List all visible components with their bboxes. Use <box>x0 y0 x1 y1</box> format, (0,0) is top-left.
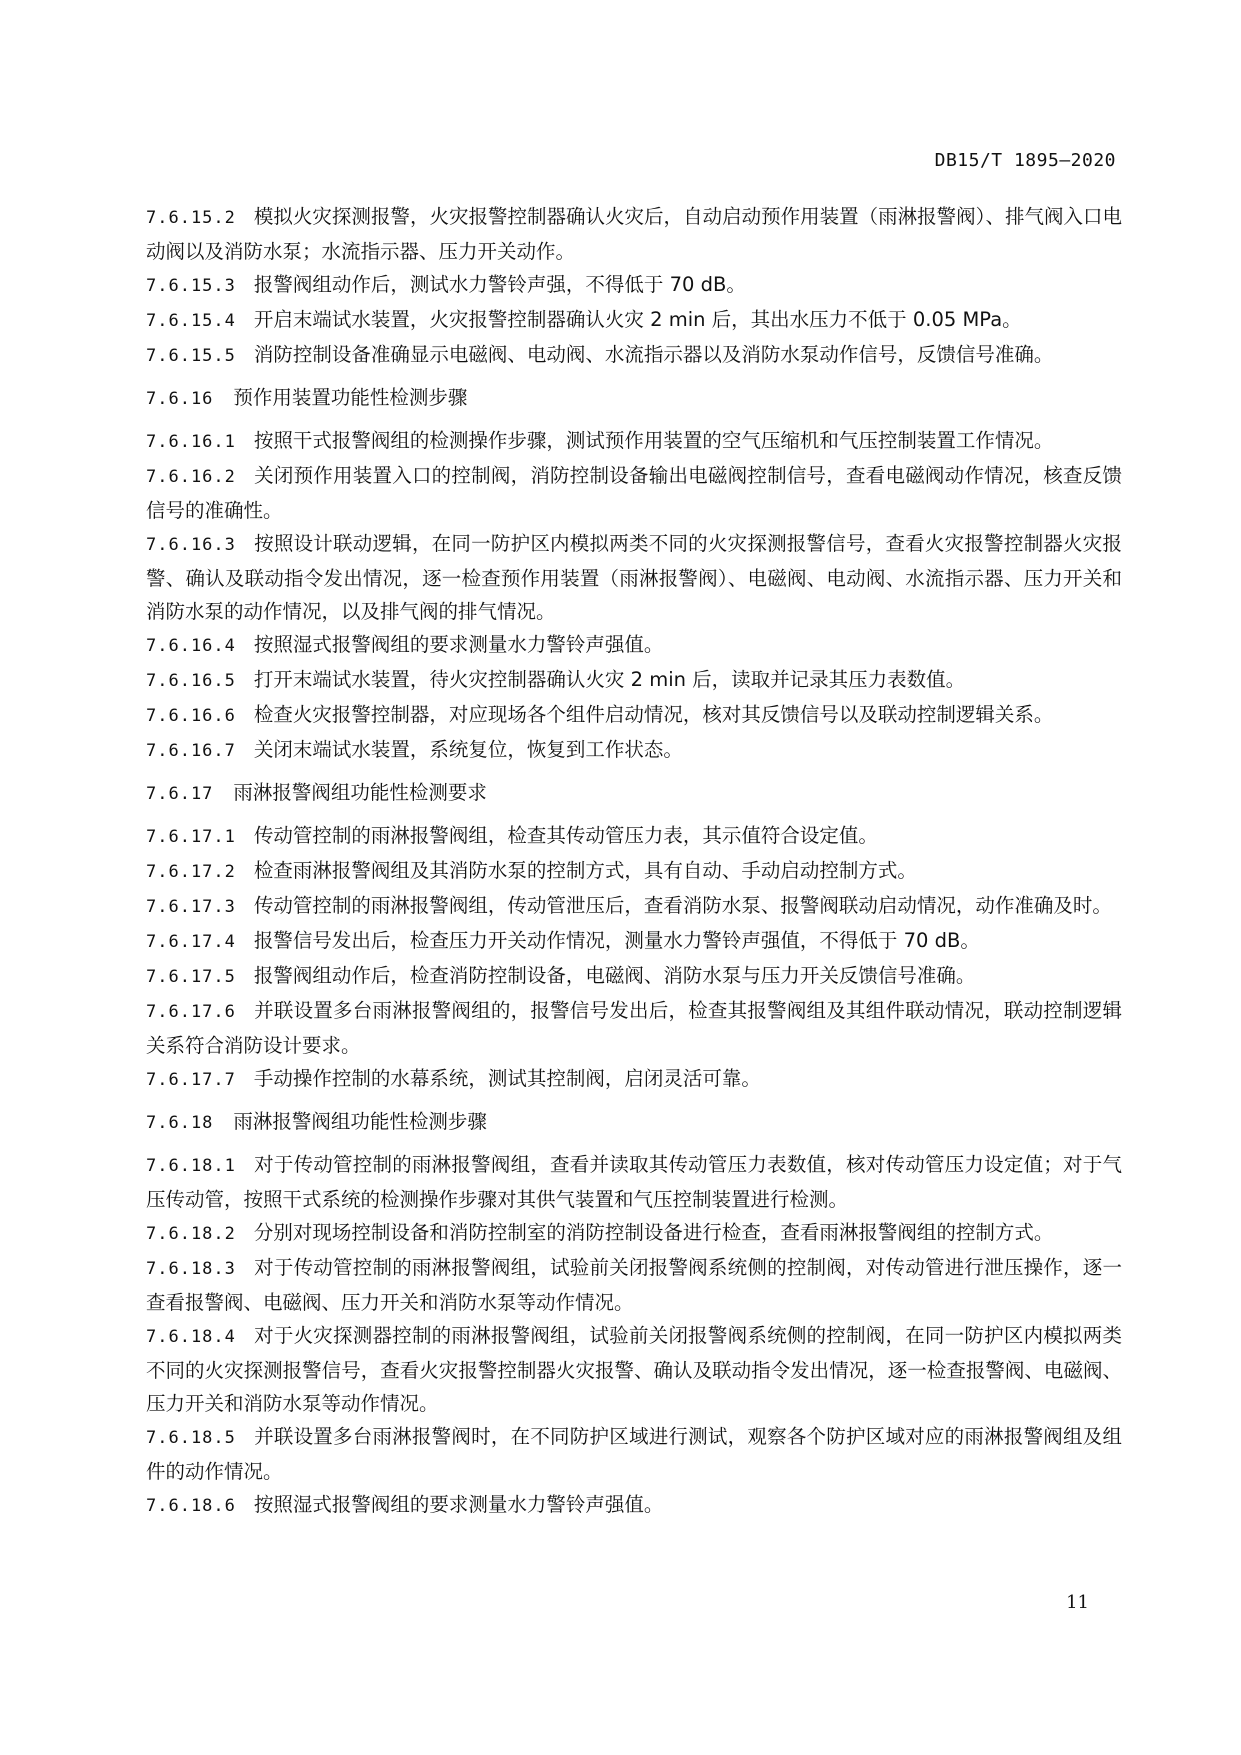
clause-number: 7.6.18.6 <box>146 1496 236 1516</box>
clause-number: 7.6.15.2 <box>146 208 236 228</box>
clause-paragraph <box>146 994 1122 1062</box>
section-heading <box>146 1105 1122 1140</box>
clause-text: 消防控制设备准确显示电磁阀、电动阀、水流指示器以及消防水泵动作信号，反馈信号准确。 <box>253 343 1054 366</box>
clause-text: 对于传动管控制的雨淋报警阀组，试验前关闭报警阀系统侧的控制阀，对传动管进行泄压操作，逐一查看报警阀、电磁阀、压力开关和消防水泵等动作情况。 <box>146 1256 1122 1314</box>
clause-number: 7.6.17.3 <box>146 897 236 917</box>
clause-number: 7.6.17 <box>146 784 214 804</box>
clause-text: 按照湿式报警阀组的要求测量水力警铃声强值。 <box>253 1493 664 1516</box>
clause-text: 关闭末端试水装置，系统复位，恢复到工作状态。 <box>253 738 683 761</box>
clause-text: 对于火灾探测器控制的雨淋报警阀组，试验前关闭报警阀系统侧的控制阀，在同一防护区内模拟两类不同的火灾探测报警信号，查看火灾报警控制器火灾报警、确认及联动指令发出情况，逐一检查报警阀、电磁阀、压力开关和消防水泵等动作情况。 <box>146 1324 1122 1415</box>
clause-text: 手动操作控制的水幕系统，测试其控制阀，启闭灵活可靠。 <box>253 1067 761 1090</box>
clause-number: 7.6.17.2 <box>146 862 236 882</box>
section-heading <box>146 381 1122 416</box>
clause-number: 7.6.16.6 <box>146 706 236 726</box>
clause-number: 7.6.18.3 <box>146 1259 236 1279</box>
clause-text: 检查雨淋报警阀组及其消防水泵的控制方式，具有自动、手动启动控制方式。 <box>253 859 917 882</box>
clause-number: 7.6.17.4 <box>146 932 236 952</box>
page-number: 11 <box>1066 1592 1089 1613</box>
clause-paragraph <box>146 1216 1122 1251</box>
clause-number: 7.6.16.5 <box>146 671 236 691</box>
clause-number: 7.6.16.2 <box>146 467 236 487</box>
clause-text: 并联设置多台雨淋报警阀组的，报警信号发出后，检查其报警阀组及其组件联动情况，联动控制逻辑关系符合消防设计要求。 <box>146 999 1122 1057</box>
clause-paragraph <box>146 1062 1122 1097</box>
clause-paragraph <box>146 1488 1122 1523</box>
clause-text: 传动管控制的雨淋报警阀组，检查其传动管压力表，其示值符合设定值。 <box>253 824 878 847</box>
clause-paragraph <box>146 459 1122 527</box>
clause-number: 7.6.18.5 <box>146 1428 236 1448</box>
section-heading <box>146 776 1122 811</box>
clause-text: 报警信号发出后，检查压力开关动作情况，测量水力警铃声强值，不得低于 70 dB。 <box>253 929 980 952</box>
clause-paragraph <box>146 698 1122 733</box>
clause-paragraph <box>146 200 1122 268</box>
clause-paragraph <box>146 1251 1122 1319</box>
clause-paragraph <box>146 527 1122 628</box>
clause-paragraph <box>146 268 1122 303</box>
clause-number: 7.6.16 <box>146 389 214 409</box>
clause-paragraph <box>146 959 1122 994</box>
clause-text: 检查火灾报警控制器，对应现场各个组件启动情况，核对其反馈信号以及联动控制逻辑关系。 <box>253 703 1054 726</box>
clause-paragraph <box>146 1319 1122 1420</box>
clause-number: 7.6.15.4 <box>146 311 236 331</box>
clause-text: 关闭预作用装置入口的控制阀，消防控制设备输出电磁阀控制信号，查看电磁阀动作情况，核查反馈信号的准确性。 <box>146 464 1122 522</box>
clause-paragraph <box>146 628 1122 663</box>
clause-paragraph <box>146 854 1122 889</box>
clause-text: 报警阀组动作后，检查消防控制设备，电磁阀、消防水泵与压力开关反馈信号准确。 <box>253 964 976 987</box>
clause-number: 7.6.15.3 <box>146 276 236 296</box>
clause-text: 按照湿式报警阀组的要求测量水力警铃声强值。 <box>253 633 664 656</box>
clause-number: 7.6.16.4 <box>146 636 236 656</box>
clause-text: 并联设置多台雨淋报警阀时，在不同防护区域进行测试，观察各个防护区域对应的雨淋报警阀组及组件的动作情况。 <box>146 1425 1122 1483</box>
clause-text: 模拟火灾探测报警，火灾报警控制器确认火灾后，自动启动预作用装置（雨淋报警阀）、排气阀入口电动阀以及消防水泵；水流指示器、压力开关动作。 <box>146 205 1122 263</box>
clause-paragraph <box>146 924 1122 959</box>
clause-text: 报警阀组动作后，测试水力警铃声强，不得低于 70 dB。 <box>253 273 746 296</box>
clause-text: 传动管控制的雨淋报警阀组，传动管泄压后，查看消防水泵、报警阀联动启动情况，动作准确及时。 <box>253 894 1112 917</box>
document-body <box>146 200 1122 1523</box>
clause-paragraph <box>146 303 1122 338</box>
heading-text: 雨淋报警阀组功能性检测要求 <box>233 781 487 804</box>
clause-number: 7.6.18.4 <box>146 1327 236 1347</box>
clause-paragraph <box>146 338 1122 373</box>
clause-number: 7.6.18.2 <box>146 1224 236 1244</box>
clause-number: 7.6.17.6 <box>146 1002 236 1022</box>
clause-paragraph <box>146 1420 1122 1488</box>
document-id-header: DB15/T 1895—2020 <box>934 150 1116 171</box>
clause-text: 打开末端试水装置，待火灾控制器确认火灾 2 min 后，读取并记录其压力表数值。 <box>253 668 966 691</box>
clause-number: 7.6.16.7 <box>146 741 236 761</box>
clause-number: 7.6.16.3 <box>146 535 236 555</box>
clause-number: 7.6.18.1 <box>146 1156 236 1176</box>
clause-number: 7.6.17.7 <box>146 1070 236 1090</box>
clause-text: 按照设计联动逻辑，在同一防护区内模拟两类不同的火灾探测报警信号，查看火灾报警控制器火灾报警、确认及联动指令发出情况，逐一检查预作用装置（雨淋报警阀）、电磁阀、电动阀、水流指示器、压力开关和消防水泵的动作情况，以及排气阀的排气情况。 <box>146 532 1122 623</box>
clause-paragraph <box>146 663 1122 698</box>
clause-text: 对于传动管控制的雨淋报警阀组，查看并读取其传动管压力表数值，核对传动管压力设定值；对于气压传动管，按照干式系统的检测操作步骤对其供气装置和气压控制装置进行检测。 <box>146 1153 1122 1211</box>
clause-paragraph <box>146 1148 1122 1216</box>
clause-text: 分别对现场控制设备和消防控制室的消防控制设备进行检查，查看雨淋报警阀组的控制方式。 <box>253 1221 1054 1244</box>
clause-text: 按照干式报警阀组的检测操作步骤，测试预作用装置的空气压缩机和气压控制装置工作情况。 <box>253 429 1054 452</box>
heading-text: 预作用装置功能性检测步骤 <box>233 386 468 409</box>
clause-paragraph <box>146 819 1122 854</box>
clause-number: 7.6.15.5 <box>146 346 236 366</box>
clause-number: 7.6.17.1 <box>146 827 236 847</box>
clause-paragraph <box>146 889 1122 924</box>
clause-paragraph <box>146 424 1122 459</box>
clause-text: 开启末端试水装置，火灾报警控制器确认火灾 2 min 后，其出水压力不低于 0.05 MPa。 <box>253 308 1022 331</box>
heading-text: 雨淋报警阀组功能性检测步骤 <box>233 1110 487 1133</box>
clause-number: 7.6.18 <box>146 1113 214 1133</box>
clause-number: 7.6.17.5 <box>146 967 236 987</box>
clause-number: 7.6.16.1 <box>146 432 236 452</box>
clause-paragraph <box>146 733 1122 768</box>
